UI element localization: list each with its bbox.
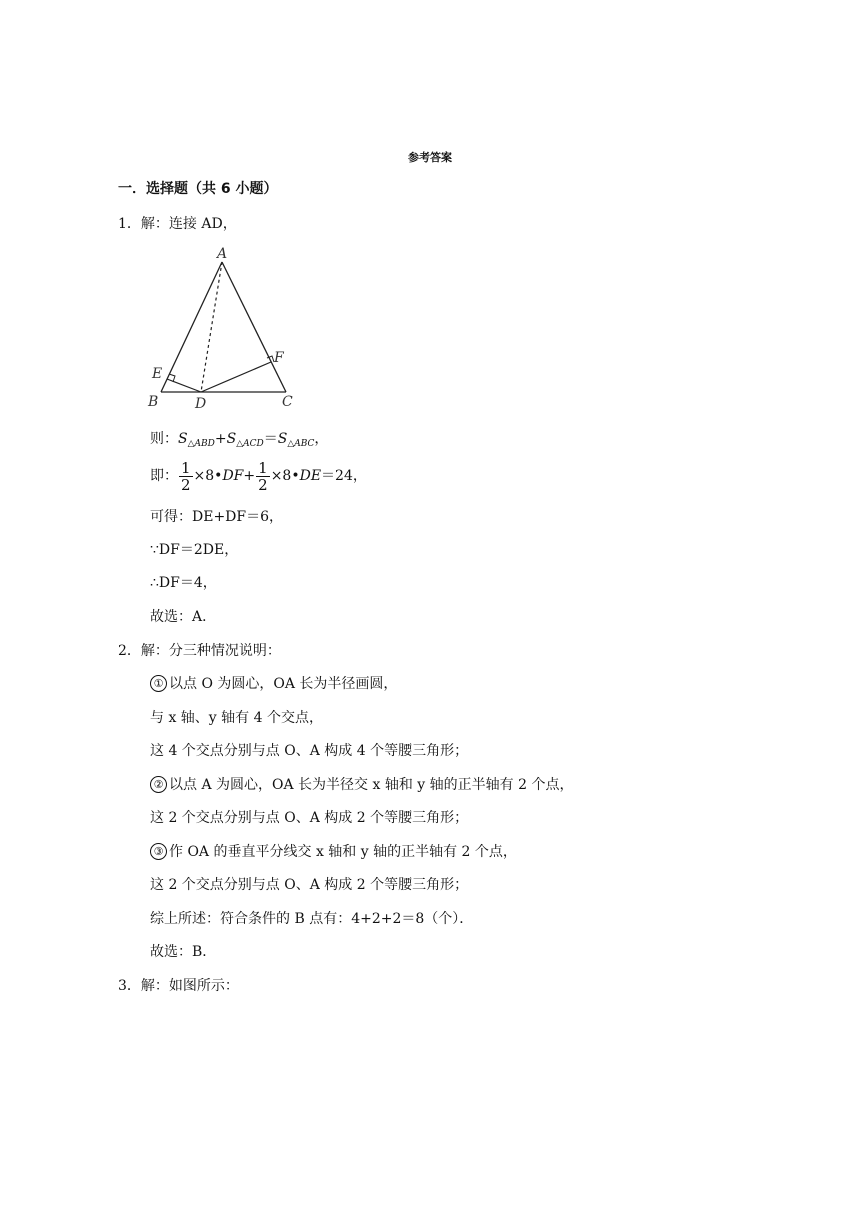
q1-l1-pre: 则：: [150, 431, 178, 447]
fraction-1-num: 1: [181, 458, 191, 477]
document-title: 参考答案: [408, 151, 452, 164]
q1-line-2: [150, 458, 367, 494]
label-c: C: [282, 394, 293, 410]
q1-l2-t3: ＝24，: [321, 468, 367, 484]
q3-lead: 3．解：如图所示：: [118, 978, 239, 994]
q1-l1-sub3: △ABC: [287, 439, 315, 449]
q2-line-7: 这 2 个交点分别与点 O、A 构成 2 个等腰三角形；: [150, 877, 469, 893]
q1-l1-plus: +: [214, 431, 227, 447]
label-f: F: [274, 350, 284, 366]
q1-lead: 1．解：连接 AD，: [118, 216, 237, 232]
q1-l1-eq: ＝: [263, 431, 278, 447]
q2-l6-text: 作 OA 的垂直平分线交 x 轴和 y 轴的正半轴有 2 个点，: [169, 844, 517, 860]
q2-line-5: 这 2 个交点分别与点 O、A 构成 2 个等腰三角形；: [150, 810, 469, 826]
q2-line-9: 故选：B．: [150, 944, 217, 960]
section-heading: 一．选择题（共 6 小题）: [118, 181, 278, 197]
circled-3: ③: [150, 843, 167, 860]
circled-2: ②: [150, 776, 167, 793]
q2-line-1: [150, 674, 397, 694]
q1-l2-t2: ×8•: [270, 468, 300, 484]
q2-l4-text: 以点 A 为圆心，OA 长为半径交 x 轴和 y 轴的正半轴有 2 个点，: [169, 777, 574, 793]
q1-l1-end: ，: [314, 431, 329, 447]
q2-line-4: [150, 775, 573, 795]
q1-line-1: [150, 429, 328, 454]
label-a: A: [217, 246, 228, 262]
q1-l1-s1: S: [178, 431, 188, 447]
q2-l1-text: 以点 O 为圆心，OA 长为半径画圆，: [169, 676, 398, 692]
q1-line-5: ∴DF＝4，: [150, 575, 217, 591]
q1-l2-v1: DF: [222, 468, 244, 484]
q1-line-6: 故选：A．: [150, 609, 217, 625]
q1-line-4: ∵DF＝2DE，: [150, 542, 239, 558]
q1-l2-pre: 即：: [150, 468, 178, 484]
q1-l1-s2: S: [226, 431, 237, 447]
q1-l1-sub1: △ABD: [187, 439, 215, 449]
fraction-1-den: 2: [181, 475, 191, 494]
q2-line-3: 这 4 个交点分别与点 O、A 构成 4 个等腰三角形；: [150, 743, 469, 759]
q1-l1-s3: S: [277, 431, 288, 447]
q1-l2-t1: ×8•: [193, 468, 223, 484]
q2-line-8: 综上所述：符合条件的 B 点有：4+2+2＝8（个）．: [150, 911, 474, 927]
q2-lead: 2．解：分三种情况说明：: [118, 643, 281, 659]
q2-line-6: [150, 842, 517, 862]
q2-line-2: 与 x 轴、y 轴有 4 个交点，: [150, 710, 323, 726]
fraction-2: [256, 460, 270, 493]
fraction-2-num: 1: [258, 458, 268, 477]
circled-1: ①: [150, 675, 167, 692]
q1-l2-v2: DE: [299, 468, 322, 484]
label-b: B: [148, 394, 159, 410]
label-d: D: [195, 396, 207, 410]
fraction-2-den: 2: [258, 475, 268, 494]
label-e: E: [152, 366, 163, 382]
q1-line-3: 可得：DE+DF＝6，: [150, 509, 284, 525]
triangle-figure: [140, 240, 310, 410]
q1-l2-plus: +: [243, 468, 256, 484]
fraction-1: [179, 460, 193, 493]
q1-l1-sub2: △ACD: [236, 439, 264, 449]
